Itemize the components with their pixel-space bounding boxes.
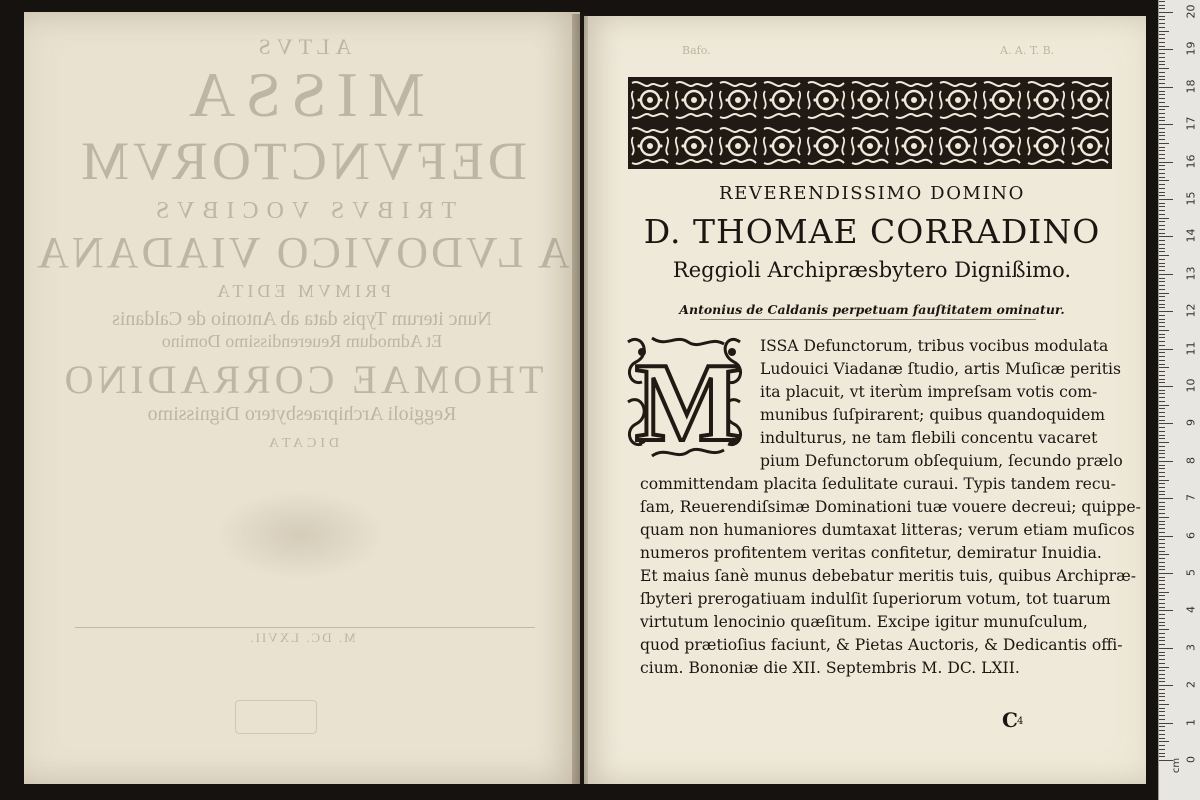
ruler-tick [1159,442,1169,443]
ruler-tick [1159,453,1165,454]
ruler-tick [1159,8,1165,9]
bleed-line: Reggioli Archipraesbytero Dignissimo [147,403,457,425]
ruler-tick [1159,68,1169,69]
ruler-tick [1159,225,1165,226]
bleed-line: ALTVS [252,34,352,59]
ruler-tick [1159,117,1165,118]
ruler-tick [1159,386,1173,387]
bleed-line: MISSA [179,59,425,130]
ruler-tick [1159,364,1165,365]
ruler-tick [1159,135,1165,136]
running-head: A. A. T. B. [1000,44,1055,57]
ruler-tick [1159,236,1173,237]
ruler-tick [1159,618,1165,619]
ruler-number: 7 [1184,494,1198,502]
ruler-tick [1159,102,1165,103]
dedication-title: Reggioli Archipræsbytero Dignißimo. [672,258,1072,282]
ruler-tick [1159,700,1165,701]
bleed-line: M. DC. LXVII. [248,630,356,645]
ruler-tick [1159,405,1169,406]
ruler-tick [1159,393,1165,394]
ruler-tick [1159,494,1165,495]
ruler-tick [1159,674,1165,675]
ruler-tick [1159,72,1165,73]
ruler-tick [1159,562,1165,563]
ruler-tick [1159,554,1169,555]
ruler-tick [1159,502,1165,503]
ruler-tick [1159,367,1169,368]
ruler-number: 17 [1184,116,1198,131]
ruler-tick [1159,38,1165,39]
ruler-tick [1159,622,1165,623]
ruler-tick [1159,98,1165,99]
ruler-tick [1159,150,1165,151]
ruler-tick [1159,711,1165,712]
body-line: indulturus, ne tam flebili concentu vacaret [760,429,1098,447]
ruler-tick [1159,689,1165,690]
ruler-tick [1159,19,1165,20]
ruler-tick [1159,472,1165,473]
ruler-tick [1159,637,1165,638]
ruler-tick [1159,162,1173,163]
ruler-tick [1159,644,1165,645]
ruler-tick [1159,109,1165,110]
ruler-number: 5 [1184,569,1198,576]
ruler-tick [1159,255,1169,256]
ruler-number: 12 [1184,303,1198,318]
ruler-tick [1159,734,1165,735]
ruler-number: 2 [1184,681,1198,689]
ruler-tick [1159,289,1165,290]
ruler-tick [1159,330,1169,331]
ruler-tick [1159,177,1165,178]
ruler-tick [1159,551,1165,552]
ruler-number: 14 [1184,228,1198,243]
ruler-tick [1159,715,1165,716]
ruler-tick [1159,42,1165,43]
ruler-tick [1159,446,1165,447]
ruler-tick [1159,139,1165,140]
ruler-tick [1159,322,1165,323]
ruler-tick [1159,749,1165,750]
ruler-tick [1159,34,1165,35]
ruler-number: 4 [1184,606,1198,614]
ruler-tick [1159,610,1173,611]
ruler-tick [1159,558,1165,559]
ruler-tick [1159,158,1165,159]
ruler-tick [1159,1,1165,2]
ruler-tick [1159,315,1165,316]
ruler-tick [1159,708,1165,709]
ruler-number: 3 [1184,643,1198,651]
ruler-tick [1159,248,1165,249]
greeting-underline [700,319,1036,320]
ruler-tick [1159,203,1165,204]
ruler-tick [1159,528,1165,529]
ruler-tick [1159,659,1165,660]
ruler-unit-label: cm [1171,757,1183,774]
ruler-tick [1159,218,1169,219]
ruler-tick [1159,461,1173,462]
ruler-tick [1159,154,1165,155]
ruler-tick [1159,341,1165,342]
ruler-number: 15 [1184,191,1198,206]
ruler-tick [1159,543,1165,544]
ruler-tick [1159,435,1165,436]
ruler-tick [1159,352,1165,353]
ruler-tick [1159,480,1169,481]
ruler-tick [1159,49,1173,50]
ruler-tick [1159,753,1165,754]
ruler-tick [1159,450,1165,451]
body-line: Et maius ſanè munus debebatur meritis tuis, quibus Archipræ- [640,567,1136,585]
ruler-number: 9 [1184,419,1198,427]
ruler-tick [1159,569,1165,570]
ruler-tick [1159,513,1165,514]
dedication-line-1: REVERENDISSIMO DOMINO [718,183,1026,204]
ruler-tick [1159,547,1165,548]
bleed-through-text [24,30,580,645]
initial-letter: M [635,341,741,462]
ruler-tick [1159,614,1165,615]
ruler-tick [1159,278,1165,279]
dedication-name: D. THOMAE CORRADINO [643,212,1101,251]
ruler-tick [1159,251,1165,252]
ruler-tick [1159,337,1165,338]
ruler-tick [1159,91,1165,92]
ruler-tick [1159,423,1173,424]
body-line: virtutum lenocinio quæſitum. Excipe igitur munuſculum, [640,613,1088,631]
body-line: cium. Bononiæ die XII. Septembris M. DC. LXII. [640,659,1020,677]
ruler-tick [1159,106,1169,107]
ruler-tick [1159,524,1165,525]
ruler-tick [1159,293,1169,294]
ruler-tick [1159,169,1165,170]
ruler-tick [1159,577,1165,578]
ruler-number: 10 [1184,378,1198,393]
ruler-tick [1159,371,1165,372]
ruler-tick [1159,607,1165,608]
ruler-tick [1159,31,1169,32]
bleed-line: PRIMVM EDITA [212,281,392,301]
ruler-tick [1159,296,1165,297]
ruler-tick [1159,147,1165,148]
ruler-tick [1159,652,1165,653]
ruler-tick [1159,132,1165,133]
ruler-tick [1159,349,1173,350]
ruler-tick [1159,390,1165,391]
ruler-tick [1159,345,1165,346]
ruler-tick [1159,5,1165,6]
bleed-line: A LVDOVICO VIADANA [34,228,570,277]
ruler-tick [1159,431,1165,432]
ruler-tick [1159,195,1165,196]
body-line: Ludouici Viadanæ ſtudio, artis Muſicæ peritis [760,360,1122,378]
ruler-number: 16 [1184,154,1198,169]
body-line: pium Defunctorum obſequium, ſecundo prælo [760,452,1123,470]
ruler-tick [1159,382,1165,383]
ruler-tick [1159,113,1165,114]
ruler-number: 11 [1184,341,1198,356]
ruler-tick [1159,184,1165,185]
ruler-tick [1159,487,1165,488]
ruler-number: 6 [1184,531,1198,539]
bleed-line: Nunc iterum Typis data ab Antonio de Caldanis [112,308,492,330]
ruler-tick [1159,663,1165,664]
ruler-tick [1159,94,1165,95]
ruler-tick [1159,240,1165,241]
ruler-tick [1159,588,1165,589]
ruler-number: 19 [1184,41,1198,56]
ruler-tick [1159,412,1165,413]
ruler-tick [1159,300,1165,301]
ruler-tick [1159,603,1165,604]
ruler-tick [1159,566,1165,567]
ruler-tick [1159,756,1165,757]
body-line: quam non humaniores dumtaxat litteras; verum etiam muſicos [640,521,1135,539]
body-line: munibus ſuſpirarent; quibus quandoquidem [760,406,1106,424]
ruler-tick [1159,214,1165,215]
ruler-tick [1159,625,1165,626]
ruler-tick [1159,536,1173,537]
ruler-tick [1159,629,1169,630]
ruler-tick [1159,180,1169,181]
ruler-tick [1159,640,1165,641]
ruler-tick [1159,263,1165,264]
bleed-rule [75,627,535,628]
ruler-tick [1159,408,1165,409]
ruler-tick [1159,678,1165,679]
ruler-number: 13 [1184,266,1198,281]
ruler-tick [1159,655,1165,656]
ruler-tick [1159,517,1169,518]
body-line: ſam, Reuerendiſsimæ Dominationi tuæ vouere decreui; quippe- [640,498,1141,516]
ruler-tick [1159,379,1165,380]
ruler-tick [1159,124,1173,125]
ruler-tick [1159,61,1165,62]
dedication-greeting: Antonius de Caldanis perpetuam fauſtitatem ominatur. [679,302,1065,317]
ruler-tick [1159,360,1165,361]
ruler-tick [1159,719,1165,720]
ruler-tick [1159,498,1173,499]
ruler-tick [1159,667,1169,668]
ruler-tick [1159,274,1173,275]
ruler-tick [1159,233,1165,234]
ruler-tick [1159,334,1165,335]
ruler-tick [1159,704,1169,705]
ruler-number: 8 [1184,456,1198,464]
running-head: Bafo. [682,44,711,57]
ruler-tick [1159,438,1165,439]
ruler-tick [1159,188,1165,189]
ruler-tick [1159,307,1165,308]
signature-number: 4 [1017,716,1024,727]
ruler-tick [1159,681,1165,682]
ruler-tick [1159,648,1173,649]
ruler-tick [1159,670,1165,671]
body-line: ſbyteri prerogatiuam indulſit ſuperiorum votum, tot tuarum [640,590,1111,608]
ruler-tick [1159,244,1165,245]
body-line: quod prætioſius faciunt, & Pietas Auctoris, & Dedicantis offi- [640,636,1123,654]
ruler-tick [1159,509,1165,510]
body-line: numeros profitentem veritas confitetur, demiratur Inuidia. [640,544,1102,562]
ruler-tick [1159,521,1165,522]
body-line: ISSA Defunctorum, tribus vocibus modulata [760,337,1109,355]
ruler-tick [1159,584,1165,585]
bleed-line: THOMAE CORRADINO [60,357,544,402]
ruler-tick [1159,120,1165,121]
ruler-tick [1159,685,1173,686]
ruler-tick [1159,465,1165,466]
ruler-tick [1159,483,1165,484]
ruler-tick [1159,741,1169,742]
ruler-tick [1159,375,1165,376]
ruler-number: 1 [1184,718,1198,726]
ruler-tick [1159,506,1165,507]
ruler-tick [1159,595,1165,596]
ruler-tick [1159,580,1165,581]
bleed-printer-mark [215,490,385,580]
ruler-tick [1159,259,1165,260]
ruler-tick [1159,397,1165,398]
ruler-tick [1159,46,1165,47]
ruler-tick [1159,726,1165,727]
ruler-tick [1159,401,1165,402]
ruler-tick [1159,206,1165,207]
ruler-tick [1159,76,1165,77]
ruler-tick [1159,311,1173,312]
ruler-tick [1159,592,1169,593]
ruler-tick [1159,696,1165,697]
measurement-ruler [1158,0,1200,800]
ruler-tick [1159,281,1165,282]
ruler-tick [1159,87,1173,88]
ruler-tick [1159,539,1165,540]
ruler-number: 0 [1184,756,1198,763]
ruler-tick [1159,491,1165,492]
ruler-tick [1159,192,1165,193]
ruler-tick [1159,532,1165,533]
ruler-number: 20 [1184,4,1198,19]
ruler-tick [1159,730,1165,731]
body-line: committendam placita ſedulitate curaui. Typis tandem recu- [640,475,1116,493]
bleed-stamp [235,700,317,734]
ruler-tick [1159,599,1165,600]
ruler-tick [1159,745,1165,746]
ruler-tick [1159,143,1169,144]
ruler-tick [1159,633,1165,634]
body-line: ita placuit, vt iterùm impreſsam votis com- [760,383,1098,401]
ruler-tick [1159,266,1165,267]
bleed-line: DEFVNCTORVM [77,131,527,191]
ruler-tick [1159,53,1165,54]
decorated-initial-m [622,332,754,462]
ruler-tick [1159,221,1165,222]
ruler-tick [1159,476,1165,477]
ruler-tick [1159,64,1165,65]
ruler-tick [1159,420,1165,421]
ruler-tick [1159,457,1165,458]
ornamental-headpiece [628,77,1112,169]
ruler-tick [1159,693,1165,694]
ruler-tick [1159,416,1165,417]
ruler-tick [1159,723,1173,724]
ruler-tick [1159,285,1165,286]
ruler-tick [1159,304,1165,305]
ruler-tick [1159,229,1165,230]
bleed-line: DICATA [264,436,340,451]
ruler-tick [1159,270,1165,271]
ruler-tick [1159,738,1165,739]
ruler-tick [1159,79,1165,80]
ruler-tick [1159,319,1165,320]
ruler-tick [1159,165,1165,166]
ruler-tick [1159,573,1173,574]
ruler-tick [1159,356,1165,357]
ruler-tick [1159,12,1173,13]
ruler-number: 18 [1184,79,1198,94]
bleed-line: TRIBVS VOCIBVS [147,198,457,224]
ruler-tick [1159,128,1165,129]
ruler-tick [1159,173,1165,174]
ruler-tick [1159,27,1165,28]
ruler-tick [1159,57,1165,58]
ruler-tick [1159,210,1165,211]
ruler-tick [1159,23,1165,24]
ruler-tick [1159,199,1173,200]
ruler-tick [1159,16,1165,17]
ruler-tick [1159,326,1165,327]
ruler-tick [1159,83,1165,84]
ruler-tick [1159,427,1165,428]
bleed-line: Et Admodum Reuerendissimo Domino [161,331,443,351]
ruler-tick [1159,468,1165,469]
signature-mark: C [1002,708,1018,732]
